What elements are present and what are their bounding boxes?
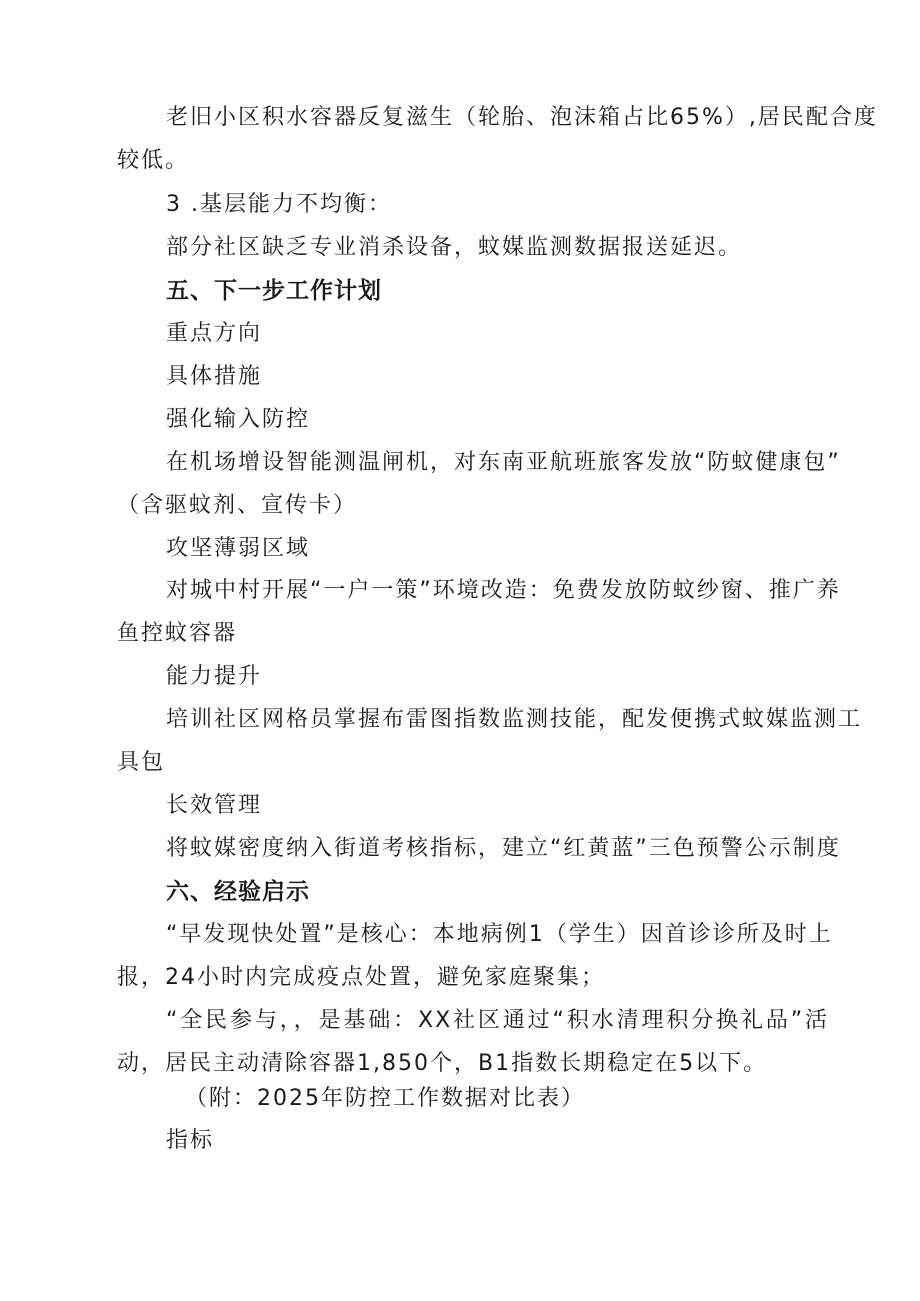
paragraph-line: “全民参与，，是基础：XX社区通过“积水清理积分换礼品”活 [166, 1008, 829, 1033]
paragraph-line: 重点方向 [166, 321, 263, 346]
section-heading: 五、下一步工作计划 [166, 278, 382, 304]
table-caption: （附：2025年防控工作数据对比表） [185, 1086, 585, 1111]
paragraph-line: 在机场增设智能测温闸机，对东南亚航班旅客发放“防蚊健康包” [166, 450, 841, 475]
paragraph-line: 老旧小区积水容器反复滋生（轮胎、泡沫箱占比65%）,居民配合度 [166, 105, 878, 130]
paragraph-line: （含驱蚊剂、宣传卡） [117, 493, 358, 518]
paragraph-line: 鱼控蚊容器 [117, 621, 238, 646]
paragraph-line: 将蚊媒密度纳入街道考核指标，建立“红黄蓝”三色预警公示制度 [166, 836, 841, 861]
paragraph-line: 能力提升 [166, 664, 263, 689]
paragraph-line: 对城中村开展“一户一策”环境改造：免费发放防蚊纱窗、推广养 [166, 578, 841, 603]
paragraph-line: 长效管理 [166, 793, 263, 818]
paragraph-line: 部分社区缺乏专业消杀设备，蚊媒监测数据报送延迟。 [166, 235, 743, 260]
paragraph-line: 动，居民主动清除容器1,850个，B1指数长期稳定在5以下。 [117, 1051, 768, 1076]
list-item-heading: 3 .基层能力不均衡： [166, 192, 392, 217]
paragraph-line: 攻坚薄弱区域 [166, 536, 311, 561]
paragraph-line: 强化输入防控 [166, 407, 311, 432]
paragraph-line: 具包 [117, 750, 166, 775]
paragraph-line: 培训社区网格员掌握布雷图指数监测技能，配发便携式蚊媒监测工 [166, 707, 863, 732]
section-heading: 六、经验启示 [166, 879, 310, 905]
paragraph-line: 具体措施 [166, 364, 263, 389]
paragraph-line: 较低。 [117, 148, 190, 173]
paragraph-line: “早发现快处置”是核心：本地病例1（学生）因首诊诊所及时上 [166, 922, 833, 947]
paragraph-line: 报，24小时内完成疫点处置，避免家庭聚集； [117, 965, 605, 990]
table-header-label: 指标 [166, 1128, 215, 1153]
